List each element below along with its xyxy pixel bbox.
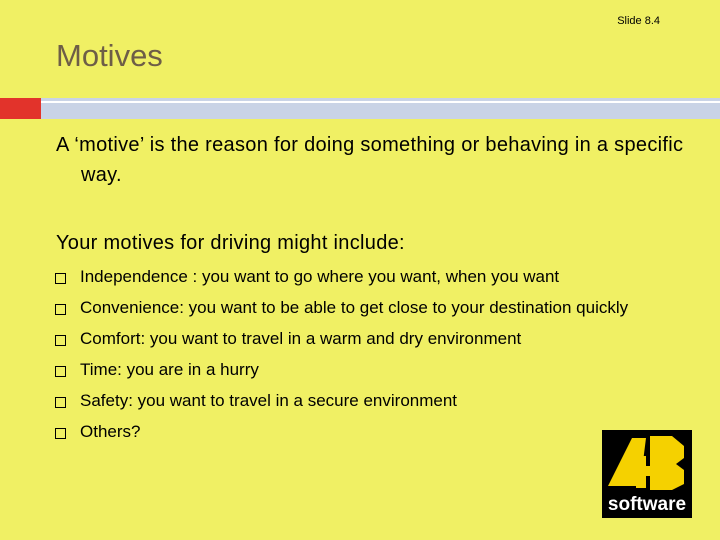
- list-item-text: Safety: you want to travel in a secure environment: [80, 391, 458, 410]
- slide-title: Motives: [56, 38, 163, 73]
- list-item-text: Convenience: you want to be able to get close to your destination quickly: [80, 298, 629, 317]
- checkbox-bullet-icon: [55, 335, 66, 346]
- motives-list: [55, 265, 675, 444]
- list-item-text: Independence : you want to go where you want, when you want: [80, 267, 560, 286]
- title-accent-blue-bar: [41, 98, 720, 119]
- list-item: [55, 296, 675, 320]
- checkbox-bullet-icon: [55, 366, 66, 377]
- definition-block: [56, 130, 696, 190]
- list-item: [55, 358, 675, 382]
- list-item: [55, 327, 675, 351]
- lead-text: Your motives for driving might include:: [56, 232, 405, 254]
- checkbox-bullet-icon: [55, 304, 66, 315]
- definition-text: A ‘motive’ is the reason for doing something or behaving in a specific way.: [56, 134, 684, 186]
- list-item: [55, 420, 675, 444]
- checkbox-bullet-icon: [55, 428, 66, 439]
- checkbox-bullet-icon: [55, 397, 66, 408]
- list-item: [55, 265, 675, 289]
- list-item-text: Comfort: you want to travel in a warm and dry environment: [80, 329, 522, 348]
- ab-software-logo-icon: [602, 430, 692, 518]
- title-accent-red-bar: [0, 98, 41, 119]
- logo-text: software: [607, 494, 687, 515]
- list-item-text: Others?: [80, 422, 141, 441]
- checkbox-bullet-icon: [55, 273, 66, 284]
- list-item: [55, 389, 675, 413]
- slide-number: Slide 8.4: [617, 15, 660, 27]
- list-item-text: Time: you are in a hurry: [80, 360, 259, 379]
